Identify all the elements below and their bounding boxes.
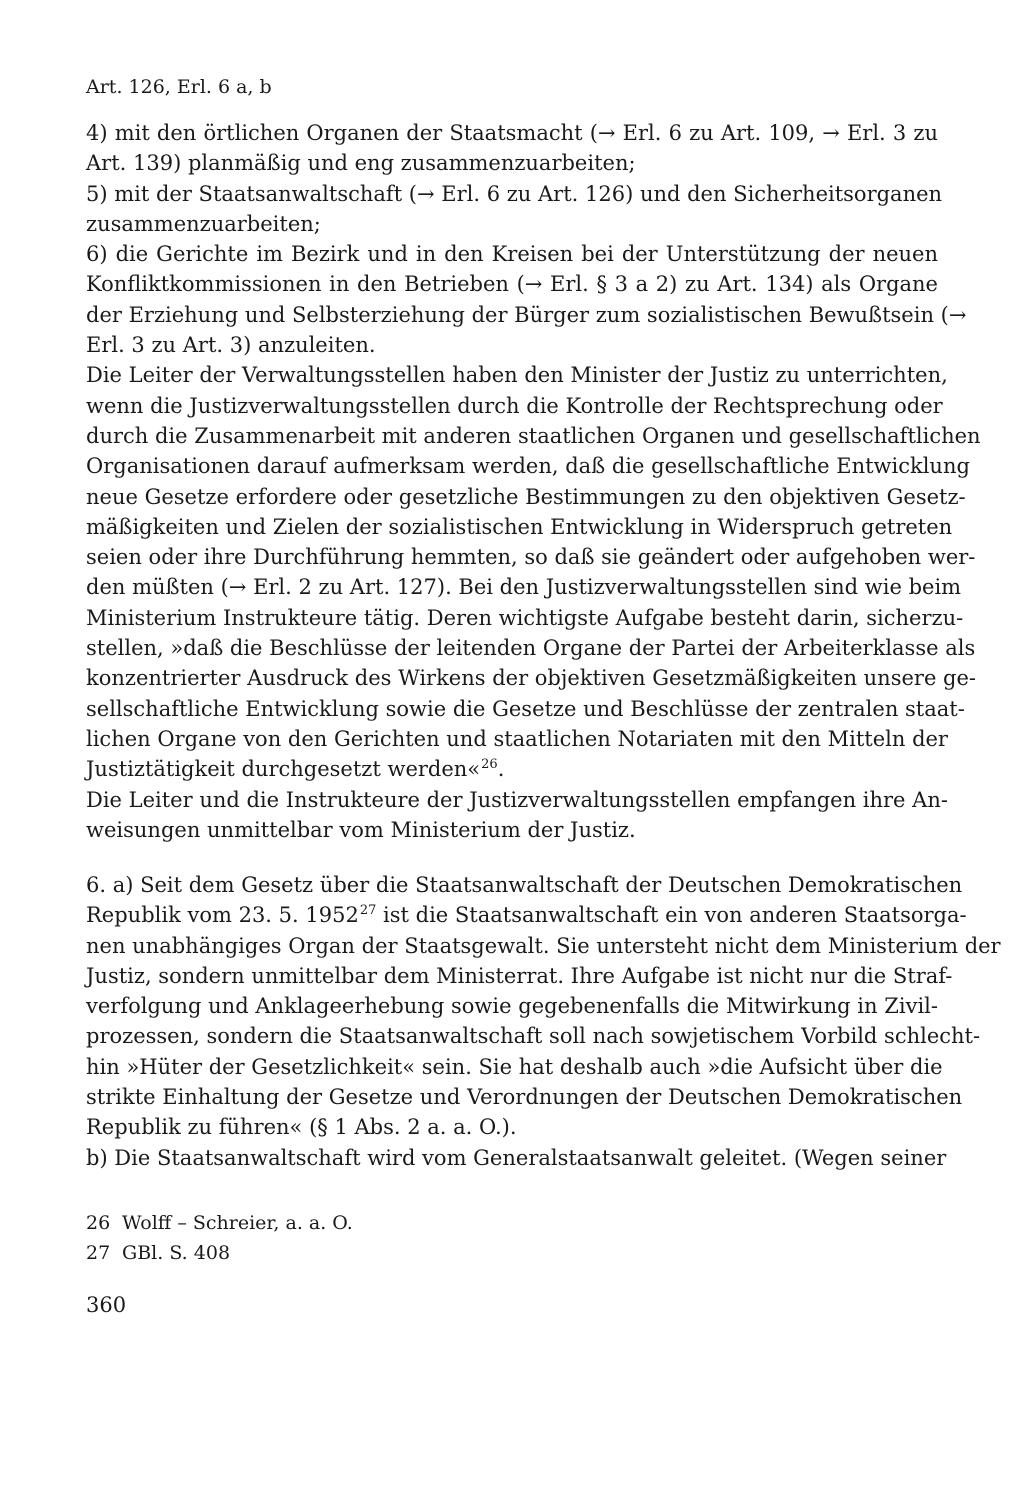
text-line — [86, 900, 967, 930]
text-line: hin »Hüter der Gesetzlichkeit« sein. Sie hat deshalb auch »die Aufsicht über die — [86, 1054, 943, 1079]
text-fragment: Justiztätigkeit durchgesetzt werden« — [86, 757, 481, 782]
text-line: lichen Organe von den Gerichten und staatlichen Notariaten mit den Mitteln der — [86, 726, 948, 751]
text-line: konzentrierter Ausdruck des Wirkens der objektiven Gesetzmäßigkeiten unsere ge- — [86, 666, 977, 691]
page-number: 360 — [86, 1293, 127, 1317]
text-line: wenn die Justizverwaltungsstellen durch die Kontrolle der Rechtsprechung oder — [86, 393, 943, 418]
text-fragment: Republik vom 23. 5. 1952 — [86, 903, 359, 928]
text-line: 6. a) Seit dem Gesetz über die Staatsanwaltschaft der Deutschen Demokratischen — [86, 873, 963, 897]
text-line: b) Die Staatsanwaltschaft wird vom Generalstaatsanwalt geleitet. (Wegen seiner — [86, 1145, 947, 1170]
footnote-text: GBl. S. 408 — [122, 1242, 231, 1264]
text-line: 6) die Gerichte im Bezirk und in den Kreisen bei der Unterstützung der neuen — [86, 242, 938, 267]
text-line: Organisationen darauf aufmerksam werden, daß die gesellschaftliche Entwicklung — [86, 454, 970, 479]
text-line: zusammenzuarbeiten; — [86, 211, 321, 236]
text-line: Republik zu führen« (§ 1 Abs. 2 a. a. O.). — [86, 1115, 517, 1140]
text-line — [86, 754, 938, 784]
text-line: verfolgung und Anklageerhebung sowie gegebenenfalls die Mitwirkung in Zivil- — [86, 994, 938, 1019]
text-line: Ministerium Instrukteure tätig. Deren wichtigste Aufgabe besteht darin, sicherzu- — [86, 605, 964, 630]
text-line: den müßten (→ Erl. 2 zu Art. 127). Bei den Justizverwaltungsstellen sind wie beim — [86, 575, 962, 600]
footnote-reference[interactable]: 27 — [359, 903, 377, 919]
footnote-item — [86, 1208, 353, 1238]
text-line: 4) mit den örtlichen Organen der Staatsmacht (→ Erl. 6 zu Art. 109, → Erl. 3 zu — [86, 121, 938, 145]
footnote-reference[interactable]: 26 — [481, 757, 498, 773]
text-line: stellen, »daß die Beschlüsse der leitenden Organe der Partei der Arbeiterklasse als — [86, 636, 976, 661]
text-line: Justiz, sondern unmittelbar dem Ministerrat. Ihre Aufgabe ist nicht nur die Straf- — [86, 963, 953, 988]
text-line: nen unabhängiges Organ der Staatsgewalt. Sie untersteht nicht dem Ministerium der — [86, 933, 1001, 958]
text-line: Erl. 3 zu Art. 3) anzuleiten. — [86, 333, 376, 358]
running-header: Art. 126, Erl. 6 a, b — [86, 76, 272, 98]
text-line: Konfliktkommissionen in den Betrieben (→ Erl. § 3 a 2) zu Art. 134) als Organe — [86, 272, 938, 297]
text-line: mäßigkeiten und Zielen der sozialistischen Entwicklung in Widerspruch getreten — [86, 514, 953, 539]
footnote-number: 26 — [86, 1212, 111, 1234]
text-line: neue Gesetze erfordere oder gesetzliche Bestimmungen zu den objektiven Gesetz- — [86, 484, 966, 509]
text-line: der Erziehung und Selbsterziehung der Bürger zum sozialistischen Bewußtsein (→ — [86, 302, 967, 327]
text-fragment: . — [497, 757, 505, 782]
text-block-section-6 — [86, 870, 1001, 1173]
text-line: strikte Einhaltung der Gesetze und Verordnungen der Deutschen Demokratischen — [86, 1085, 963, 1110]
footnote-text: Wolff – Schreier, a. a. O. — [122, 1212, 353, 1234]
text-line: 5) mit der Staatsanwaltschaft (→ Erl. 6 zu Art. 126) und den Sicherheitsorganen — [86, 181, 943, 206]
text-line: durch die Zusammenarbeit mit anderen staatlichen Organen und gesellschaftlichen — [86, 423, 981, 448]
text-block-main — [86, 118, 981, 845]
text-line: prozessen, sondern die Staatsanwaltschaft soll nach sowjetischem Vorbild schlecht- — [86, 1024, 981, 1049]
text-line: Die Leiter der Verwaltungsstellen haben den Minister der Justiz zu unterrichten, — [86, 363, 948, 388]
footnotes — [86, 1208, 353, 1268]
text-line: weisungen unmittelbar vom Ministerium der Justiz. — [86, 817, 636, 842]
footnote-item — [86, 1238, 353, 1268]
text-fragment: ist die Staatsanwaltschaft ein von anderen Staatsorga- — [376, 903, 967, 928]
text-line: sellschaftliche Entwicklung sowie die Gesetze und Beschlüsse der zentralen staat- — [86, 696, 965, 721]
text-line: Art. 139) planmäßig und eng zusammenzuarbeiten; — [86, 151, 636, 176]
text-line: seien oder ihre Durchführung hemmten, so daß sie geändert oder aufgehoben wer- — [86, 545, 976, 570]
text-line: Die Leiter und die Instrukteure der Justizverwaltungsstellen empfangen ihre An- — [86, 787, 948, 812]
footnote-number: 27 — [86, 1242, 111, 1264]
